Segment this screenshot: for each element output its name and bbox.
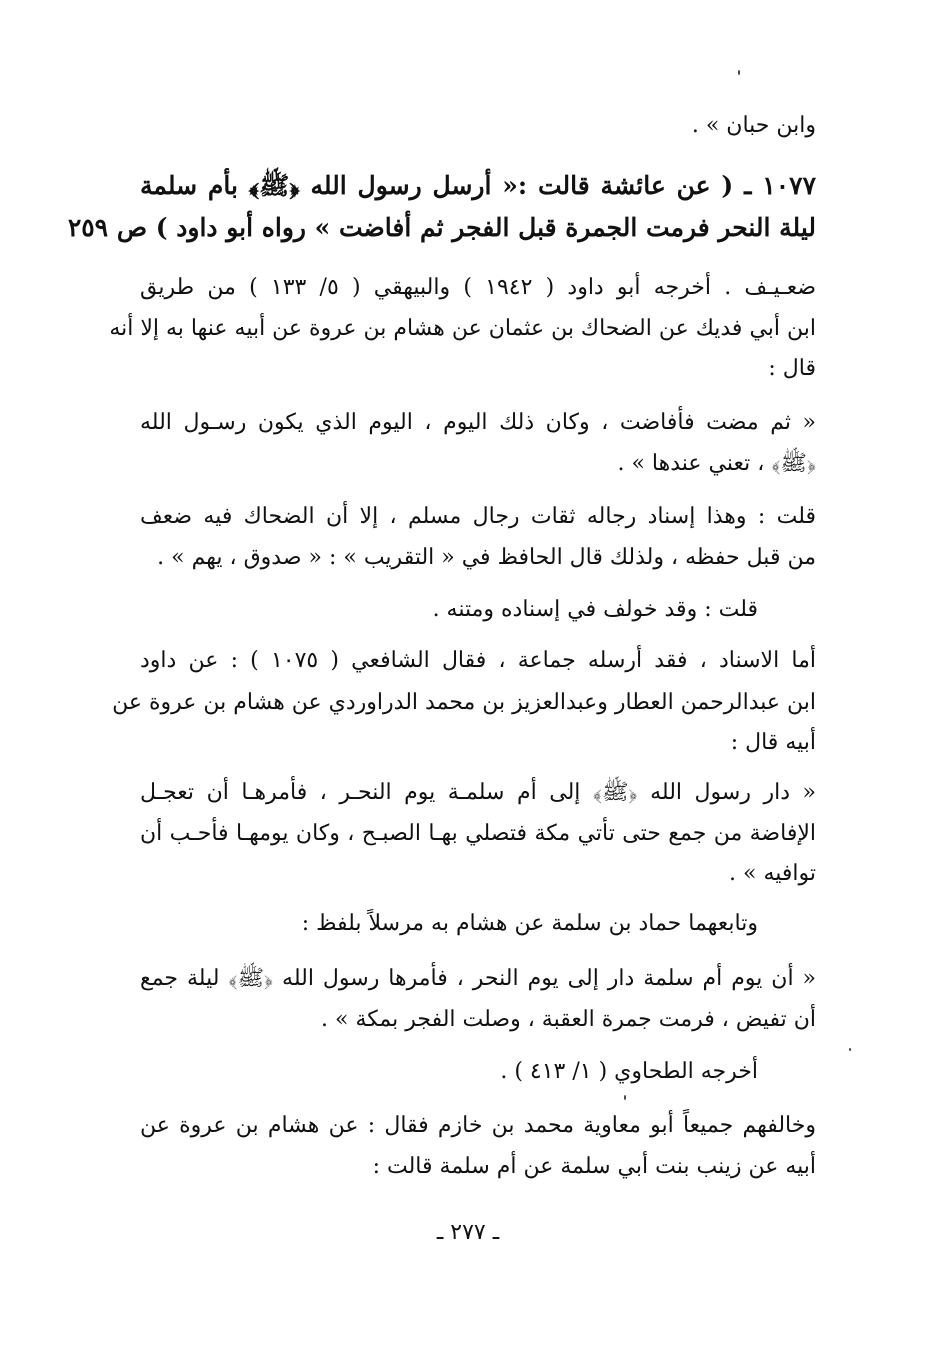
quote-3-line-2: أن تفيض ، فرمت جمرة العقبة ، وصلت الفجر بمكة » . xyxy=(321,1007,816,1032)
isnad-line-1: أما الاسناد ، فقد أرسله جماعة ، فقال الشافعي ( ١٠٧٥ ) : عن داود xyxy=(140,648,816,673)
quote-1-line-2: ﴿ﷺ﴾ ، تعني عندها » . xyxy=(617,451,816,476)
scan-speck xyxy=(849,1048,851,1051)
comment-1-line-1: قلت : وهذا إسناد رجاله ثقات رجال مسلم ، إلا أن الضحاك فيه ضعف xyxy=(140,504,816,529)
isnad-line-2: ابن عبدالرحمن العطار وعبدالعزيز بن محمد الدراوردي عن هشام بن عروة عن xyxy=(112,690,816,715)
follow-up-line: وتابعهما حماد بن سلمة عن هشام به مرسلاً بلفظ : xyxy=(301,911,758,936)
text-line-prev-source: وابن حبان » . xyxy=(691,113,816,138)
grading-line-3: قال : xyxy=(768,356,816,381)
quote-2-line-2: الإفاضة من جمع حتى تأتي مكة فتصلي بهـا الصبـح ، وكان يومهـا فأحـب أن xyxy=(140,821,816,846)
grading-line-1: ضعـيـف . أخرجه أبو داود ( ١٩٤٢ ) والبيهقي ( ٥/ ١٣٣ ) من طريق xyxy=(140,275,817,300)
comment-2-line: قلت : وقد خولف في إسناده ومتنه . xyxy=(432,597,758,622)
quote-3-line-1: « أن يوم أم سلمة دار إلى يوم النحر ، فأمرها رسول الله ﴿ﷺ﴾ ليلة جمع xyxy=(140,966,817,991)
variant-line-2: أبيه عن زينب بنت أبي سلمة عن أم سلمة قالت : xyxy=(372,1154,816,1179)
hadith-heading-line-1: ١٠٧٧ ـ ( عن عائشة قالت :« أرسل رسول الله ﴿ﷺ﴾ بأم سلمة xyxy=(140,171,816,200)
scan-speck xyxy=(738,70,740,75)
variant-line-1: وخالفهم جميعاً أبو معاوية محمد بن خازم فقال : عن هشام بن عروة عن xyxy=(140,1113,816,1138)
isnad-line-3: أبيه قال : xyxy=(730,730,816,755)
grading-line-2: ابن أبي فديك عن الضحاك بن عثمان عن هشام بن عروة عن أبيه عنها به إلا أنه xyxy=(109,316,816,341)
hadith-heading-line-2: ليلة النحر فرمت الجمرة قبل الفجر ثم أفاضت » رواه أبو داود ) ص ٢٥٩ xyxy=(67,213,816,242)
quote-2-line-1: « دار رسول الله ﴿ﷺ﴾ إلى أم سلمـة يوم النحـر ، فأمرهـا أن تعجـل xyxy=(140,780,816,805)
quote-1-line-1: « ثم مضت فأفاضت ، وكان ذلك اليوم ، اليوم الذي يكون رسـول الله xyxy=(140,410,816,435)
quote-2-line-3: توافيه » . xyxy=(729,861,816,886)
scan-speck xyxy=(624,1095,626,1100)
citation-line: أخرجه الطحاوي ( ١/ ٤١٣ ) . xyxy=(500,1059,758,1084)
comment-1-line-2: من قبل حفظه ، ولذلك قال الحافظ في « التقريب » : « صدوق ، يهم » . xyxy=(157,545,816,570)
page-number: ـ ٢٧٧ ـ xyxy=(436,1220,500,1245)
